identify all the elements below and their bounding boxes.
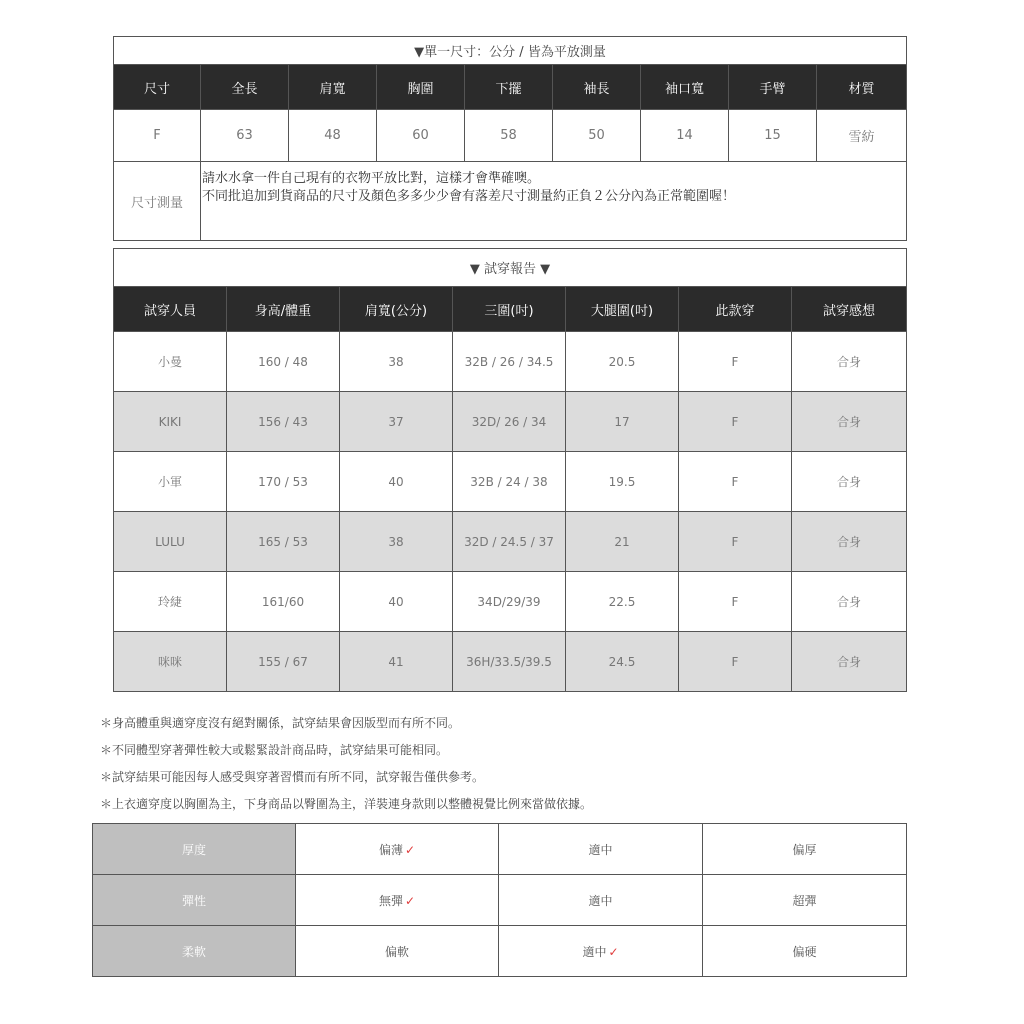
table-row [93,926,907,977]
table-cell: 小軍 [114,452,227,512]
size-value-cell: F [114,110,201,162]
table-cell: F [679,452,792,512]
table-cell: 合身 [792,632,907,692]
table-cell: 22.5 [566,572,679,632]
table-cell: 36H/33.5/39.5 [453,632,566,692]
fabric-option: 超彈 [703,875,907,926]
table-row [93,875,907,926]
table-cell: F [679,392,792,452]
try-header-cell: 身高/體重 [227,287,340,332]
size-value-cell: 50 [553,110,641,162]
table-cell: KIKI [114,392,227,452]
table-cell: 156 / 43 [227,392,340,452]
try-on-table [113,248,907,692]
fabric-option: 偏硬 [703,926,907,977]
table-cell: F [679,572,792,632]
try-header-cell: 肩寬(公分) [340,287,453,332]
table-cell: 合身 [792,392,907,452]
fabric-table [92,823,907,977]
table-cell: F [679,632,792,692]
table-row [93,824,907,875]
try-header-cell: 大腿圍(吋) [566,287,679,332]
size-header-cell: 全長 [201,65,289,110]
size-header-cell: 尺寸 [114,65,201,110]
note-line: ＊試穿結果可能因每人感受與穿著習慣而有所不同，試穿報告僅供參考。 [100,770,485,784]
table-cell: 21 [566,512,679,572]
table-cell: 161/60 [227,572,340,632]
table-cell: 165 / 53 [227,512,340,572]
note-line: ＊不同體型穿著彈性較大或鬆緊設計商品時，試穿結果可能相同。 [100,743,449,757]
table-cell: 合身 [792,332,907,392]
table-cell: F [679,332,792,392]
fabric-option: 偏厚 [703,824,907,875]
fabric-option-text: 無彈 [378,893,403,908]
fabric-option: 適中 [499,875,703,926]
size-value-cell: 雪紡 [817,110,907,162]
table-cell: 32B / 24 / 38 [453,452,566,512]
note-line: ＊上衣適穿度以胸圍為主，下身商品以臀圍為主，洋裝連身款則以整體視覺比例來當做依據。 [100,797,593,811]
check-icon: ✓ [404,842,416,857]
fabric-option [296,875,499,926]
size-note-text [201,162,907,241]
fabric-option-text: 偏薄 [378,842,403,857]
table-cell: 38 [340,332,453,392]
table-row [114,392,907,452]
table-cell: 玲緁 [114,572,227,632]
table-cell: 38 [340,512,453,572]
table-cell: 合身 [792,572,907,632]
size-note-line: 請水水拿一件自己現有的衣物平放比對，這樣才會準確噢。 [202,171,541,186]
table-cell: 37 [340,392,453,452]
size-note-line: 不同批追加到貨商品的尺寸及顏色多多少少會有落差尺寸測量約正負２公分內為正常範圍喔！ [202,189,736,204]
table-row [114,512,907,572]
size-value-cell: 48 [289,110,377,162]
note-line: ＊身高體重與適穿度沒有絕對關係，試穿結果會因版型而有所不同。 [100,716,461,730]
size-header-cell: 下擺 [465,65,553,110]
table-cell: 32D / 24.5 / 37 [453,512,566,572]
fabric-option: 適中 [499,824,703,875]
table-cell: 17 [566,392,679,452]
table-cell: 24.5 [566,632,679,692]
size-table [113,36,907,241]
fabric-label: 厚度 [93,824,296,875]
fabric-option: 偏軟 [296,926,499,977]
try-header-cell: 此款穿 [679,287,792,332]
table-cell: 合身 [792,512,907,572]
table-cell: F [679,512,792,572]
fabric-label: 柔軟 [93,926,296,977]
table-cell: 40 [340,452,453,512]
table-cell: 160 / 48 [227,332,340,392]
table-row [114,632,907,692]
size-header-cell: 材質 [817,65,907,110]
notes-list [100,710,920,818]
table-cell: 20.5 [566,332,679,392]
fabric-option [296,824,499,875]
table-cell: 32D/ 26 / 34 [453,392,566,452]
size-value-cell: 58 [465,110,553,162]
size-value-cell: 15 [729,110,817,162]
table-cell: 咪咪 [114,632,227,692]
size-header-cell: 胸圍 [377,65,465,110]
try-header-cell: 試穿感想 [792,287,907,332]
table-row [114,452,907,512]
try-on-title: ▼ 試穿報告 ▼ [114,249,907,287]
check-icon: ✓ [608,944,619,959]
try-header-cell: 試穿人員 [114,287,227,332]
fabric-option [499,926,703,977]
table-cell: 41 [340,632,453,692]
table-cell: 40 [340,572,453,632]
size-header-cell: 袖長 [553,65,641,110]
try-header-cell: 三圍(吋) [453,287,566,332]
fabric-option-text: 適中 [582,944,607,959]
table-row [114,572,907,632]
table-cell: 32B / 26 / 34.5 [453,332,566,392]
table-cell: 19.5 [566,452,679,512]
table-cell: 合身 [792,452,907,512]
size-header-cell: 手臂 [729,65,817,110]
size-header-cell: 袖口寬 [641,65,729,110]
size-note-label: 尺寸測量 [114,162,201,241]
table-cell: 170 / 53 [227,452,340,512]
check-icon: ✓ [404,893,416,908]
table-cell: LULU [114,512,227,572]
table-cell: 34D/29/39 [453,572,566,632]
fabric-label: 彈性 [93,875,296,926]
size-value-cell: 60 [377,110,465,162]
size-header-cell: 肩寬 [289,65,377,110]
table-cell: 155 / 67 [227,632,340,692]
size-value-cell: 14 [641,110,729,162]
size-value-cell: 63 [201,110,289,162]
size-table-title: ▼單一尺寸：公分 / 皆為平放測量 [114,37,907,65]
table-cell: 小曼 [114,332,227,392]
table-row [114,332,907,392]
